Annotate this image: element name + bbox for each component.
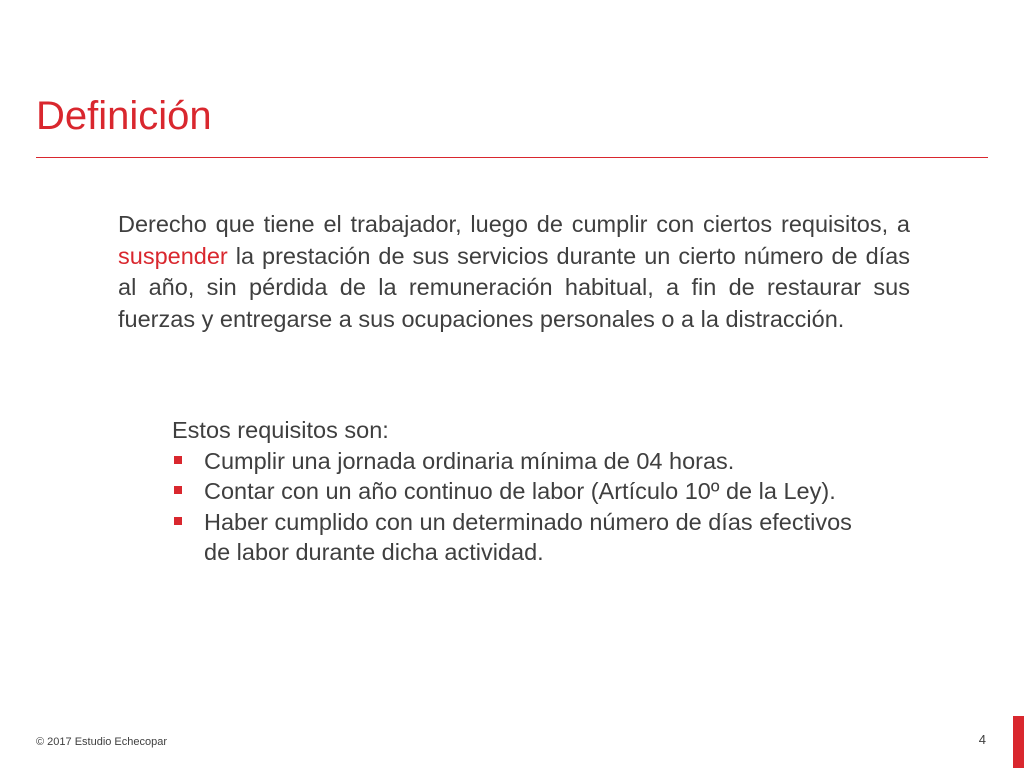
requirements-list	[172, 446, 852, 568]
square-bullet-icon	[174, 517, 182, 525]
requirement-item	[172, 446, 852, 477]
requirement-text: Cumplir una jornada ordinaria mínima de 04 horas.	[204, 447, 735, 474]
square-bullet-icon	[174, 486, 182, 494]
page-number: 4	[978, 732, 986, 747]
corner-accent-bar	[1013, 716, 1024, 768]
requirement-item	[172, 476, 852, 507]
definition-text-before: Derecho que tiene el trabajador, luego de cumplir con ciertos requisitos, a	[118, 211, 910, 237]
requirements-block	[172, 415, 852, 568]
definition-highlight: suspender	[118, 242, 228, 269]
title-divider	[36, 157, 988, 158]
square-bullet-icon	[174, 456, 182, 464]
requirement-text: Contar con un año continuo de labor (Artículo 10º de la Ley).	[204, 478, 836, 504]
definition-paragraph	[118, 209, 910, 335]
definition-text-after: la prestación de sus servicios durante un cierto número de días al año, sin pérdida de la remuneración habitual, a fin de restaurar sus fuerzas y entregarse a sus ocupaciones personales o a la distracción.	[118, 242, 910, 332]
slide-title: Definición	[36, 94, 212, 138]
requirement-item	[172, 507, 852, 568]
requirement-text: Haber cumplido con un determinado número de días efectivos de labor durante dicha actividad.	[204, 508, 852, 565]
footer-copyright: © 2017 Estudio Echecopar	[36, 736, 168, 748]
requirements-heading: Estos requisitos son:	[172, 417, 389, 443]
